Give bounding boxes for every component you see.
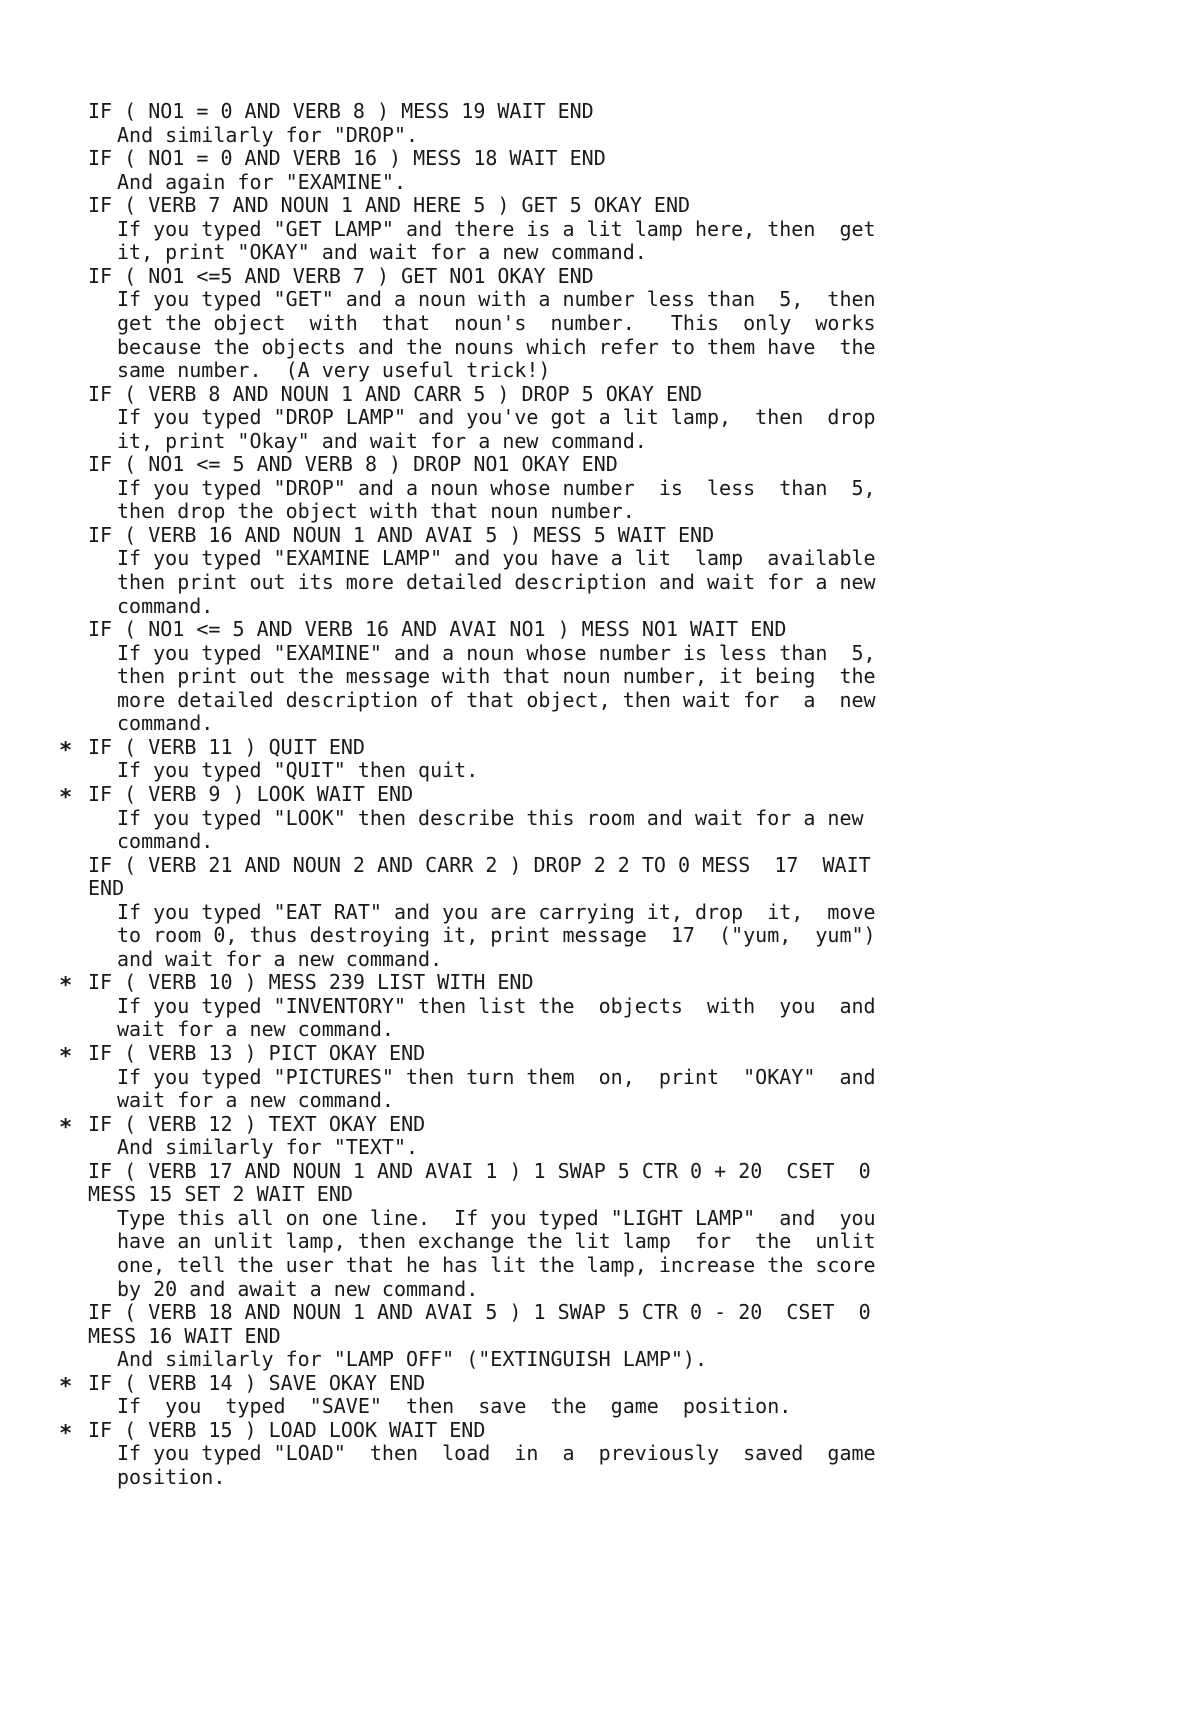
comment-text: wait for a new command.: [117, 1017, 394, 1042]
comment-text: then drop the object with that noun number.: [117, 499, 635, 524]
code-text: IF ( NO1 = 0 AND VERB 16 ) MESS 18 WAIT END: [88, 146, 606, 171]
comment-text: If you typed "QUIT" then quit.: [117, 758, 479, 783]
code-line: [0, 1112, 1200, 1136]
code-text: MESS 16 WAIT END: [88, 1323, 281, 1348]
comment-line: [0, 947, 1200, 971]
asterisk-marker: ∗: [59, 733, 73, 759]
asterisk-marker: ∗: [59, 1040, 73, 1065]
code-text: IF ( VERB 14 ) SAVE OKAY END: [88, 1370, 426, 1395]
comment-text: If you typed "SAVE" then save the game position.: [117, 1394, 792, 1419]
code-text: IF ( VERB 13 ) PICT OKAY END: [88, 1041, 426, 1065]
comment-line: [0, 1135, 1200, 1159]
comment-text: it, print "Okay" and wait for a new command.: [117, 428, 647, 453]
comment-text: get the object with that noun's number. This only works: [117, 310, 876, 335]
comment-text: command.: [117, 593, 214, 618]
comment-text: If you typed "EAT RAT" and you are carrying it, drop it, move: [117, 899, 876, 924]
comment-text: and wait for a new command.: [117, 946, 443, 971]
comment-text: If you typed "EXAMINE" and a noun whose number is less than 5,: [117, 640, 876, 665]
comment-text: Type this all on one line. If you typed "LIGHT LAMP" and you: [117, 1205, 876, 1230]
comment-line: [0, 570, 1200, 594]
comment-line: [0, 1088, 1200, 1112]
code-text: IF ( NO1 <=5 AND VERB 7 ) GET NO1 OKAY END: [88, 263, 594, 288]
comment-line: [0, 1065, 1200, 1089]
code-line: [0, 193, 1200, 217]
code-text: IF ( VERB 11 ) QUIT END: [88, 734, 365, 759]
comment-text: If you typed "DROP" and a noun whose number is less than 5,: [117, 475, 876, 500]
comment-line: [0, 1277, 1200, 1301]
code-text: IF ( VERB 7 AND NOUN 1 AND HERE 5 ) GET 5 OKAY END: [88, 193, 691, 218]
comment-text: by 20 and await a new command.: [117, 1276, 479, 1301]
comment-line: [0, 900, 1200, 924]
comment-text: command.: [117, 711, 214, 736]
comment-line: [0, 1394, 1200, 1418]
comment-line: [0, 405, 1200, 429]
code-line: [0, 617, 1200, 641]
asterisk-marker: ∗: [59, 780, 73, 806]
asterisk-marker: ∗: [59, 1369, 73, 1395]
code-line: [0, 1041, 1200, 1065]
code-text: IF ( VERB 9 ) LOOK WAIT END: [88, 781, 414, 806]
code-line: [0, 382, 1200, 406]
comment-text: And similarly for "LAMP OFF" ("EXTINGUISH LAMP").: [117, 1347, 708, 1372]
code-text: IF ( VERB 10 ) MESS 239 LIST WITH END: [88, 970, 534, 995]
comment-text: have an unlit lamp, then exchange the lit lamp for the unlit: [117, 1229, 876, 1254]
comment-line: [0, 287, 1200, 311]
comment-line: [0, 123, 1200, 147]
code-text: MESS 15 SET 2 WAIT END: [88, 1182, 353, 1207]
asterisk-marker: ∗: [59, 969, 73, 995]
comment-line: [0, 546, 1200, 570]
comment-text: more detailed description of that object, then wait for a new: [117, 687, 876, 712]
comment-text: And again for "EXAMINE".: [117, 169, 406, 194]
comment-text: because the objects and the nouns which refer to them have the: [117, 334, 876, 359]
code-text: IF ( VERB 8 AND NOUN 1 AND CARR 5 ) DROP 5 OKAY END: [88, 381, 703, 406]
comment-line: [0, 664, 1200, 688]
comment-text: position.: [117, 1464, 226, 1489]
code-text: IF ( NO1 = 0 AND VERB 8 ) MESS 19 WAIT END: [88, 99, 594, 123]
comment-line: [0, 1206, 1200, 1230]
comment-line: [0, 711, 1200, 735]
asterisk-marker: ∗: [59, 1416, 73, 1442]
code-text: IF ( VERB 15 ) LOAD LOOK WAIT END: [88, 1417, 486, 1442]
code-text: IF ( VERB 12 ) TEXT OKAY END: [88, 1111, 426, 1136]
code-line: [0, 146, 1200, 170]
code-line: [0, 853, 1200, 877]
comment-text: then print out its more detailed description and wait for a new: [117, 570, 876, 594]
code-text: IF ( VERB 17 AND NOUN 1 AND AVAI 1 ) 1 SWAP 5 CTR 0 + 20 CSET 0: [88, 1158, 871, 1183]
comment-text: wait for a new command.: [117, 1088, 394, 1113]
comment-line: [0, 758, 1200, 782]
code-line: [0, 1324, 1200, 1348]
code-line: [0, 782, 1200, 806]
code-line: [0, 264, 1200, 288]
comment-line: [0, 1465, 1200, 1489]
comment-text: If you typed "GET LAMP" and there is a lit lamp here, then get: [117, 216, 876, 241]
comment-line: [0, 641, 1200, 665]
comment-text: And similarly for "DROP".: [117, 122, 419, 147]
code-text: IF ( NO1 <= 5 AND VERB 8 ) DROP NO1 OKAY END: [88, 452, 618, 477]
comment-line: [0, 1017, 1200, 1041]
comment-line: [0, 358, 1200, 382]
comment-line: [0, 688, 1200, 712]
comment-line: [0, 429, 1200, 453]
code-text: IF ( NO1 <= 5 AND VERB 16 AND AVAI NO1 ) MESS NO1 WAIT END: [88, 617, 787, 642]
comment-line: [0, 476, 1200, 500]
comment-text: And similarly for "TEXT".: [117, 1135, 419, 1160]
code-line: [0, 1182, 1200, 1206]
comment-line: [0, 311, 1200, 335]
comment-text: to room 0, thus destroying it, print message 17 ("yum, yum"): [117, 923, 876, 948]
comment-line: [0, 806, 1200, 830]
comment-text: same number. (A very useful trick!): [117, 358, 551, 383]
code-line: [0, 1300, 1200, 1324]
comment-text: If you typed "INVENTORY" then list the objects with you and: [117, 993, 876, 1018]
code-line: [0, 1159, 1200, 1183]
comment-text: it, print "OKAY" and wait for a new command.: [117, 240, 647, 265]
comment-line: [0, 240, 1200, 264]
comment-text: If you typed "PICTURES" then turn them on, print "OKAY" and: [117, 1064, 876, 1089]
code-line: [0, 523, 1200, 547]
comment-text: If you typed "LOOK" then describe this room and wait for a new: [117, 805, 864, 830]
comment-text: command.: [117, 829, 214, 854]
code-line: [0, 876, 1200, 900]
comment-line: [0, 499, 1200, 523]
comment-line: [0, 1229, 1200, 1253]
code-text: IF ( VERB 16 AND NOUN 1 AND AVAI 5 ) MESS 5 WAIT END: [88, 522, 715, 547]
comment-line: [0, 1253, 1200, 1277]
comment-text: then print out the message with that noun number, it being the: [117, 664, 876, 689]
comment-line: [0, 335, 1200, 359]
comment-text: If you typed "DROP LAMP" and you've got a lit lamp, then drop: [117, 405, 876, 430]
code-text: IF ( VERB 18 AND NOUN 1 AND AVAI 5 ) 1 SWAP 5 CTR 0 - 20 CSET 0: [88, 1300, 871, 1325]
comment-line: [0, 1441, 1200, 1465]
comment-line: [0, 594, 1200, 618]
asterisk-marker: ∗: [59, 1110, 73, 1136]
comment-line: [0, 994, 1200, 1018]
code-text: END: [88, 876, 125, 901]
code-text: IF ( VERB 21 AND NOUN 2 AND CARR 2 ) DROP 2 2 TO 0 MESS 17 WAIT: [88, 852, 871, 877]
comment-text: If you typed "LOAD" then load in a previously saved game: [117, 1441, 876, 1466]
comment-text: If you typed "GET" and a noun with a number less than 5, then: [117, 287, 876, 312]
code-line: [0, 1371, 1200, 1395]
comment-line: [0, 217, 1200, 241]
comment-line: [0, 1347, 1200, 1371]
code-line: [0, 1418, 1200, 1442]
comment-line: [0, 923, 1200, 947]
comment-text: If you typed "EXAMINE LAMP" and you have a lit lamp available: [117, 546, 876, 571]
comment-text: one, tell the user that he has lit the lamp, increase the score: [117, 1252, 876, 1277]
code-line: [0, 970, 1200, 994]
code-line: [0, 735, 1200, 759]
comment-line: [0, 170, 1200, 194]
code-line: [0, 452, 1200, 476]
comment-line: [0, 829, 1200, 853]
code-line: [0, 99, 1200, 123]
